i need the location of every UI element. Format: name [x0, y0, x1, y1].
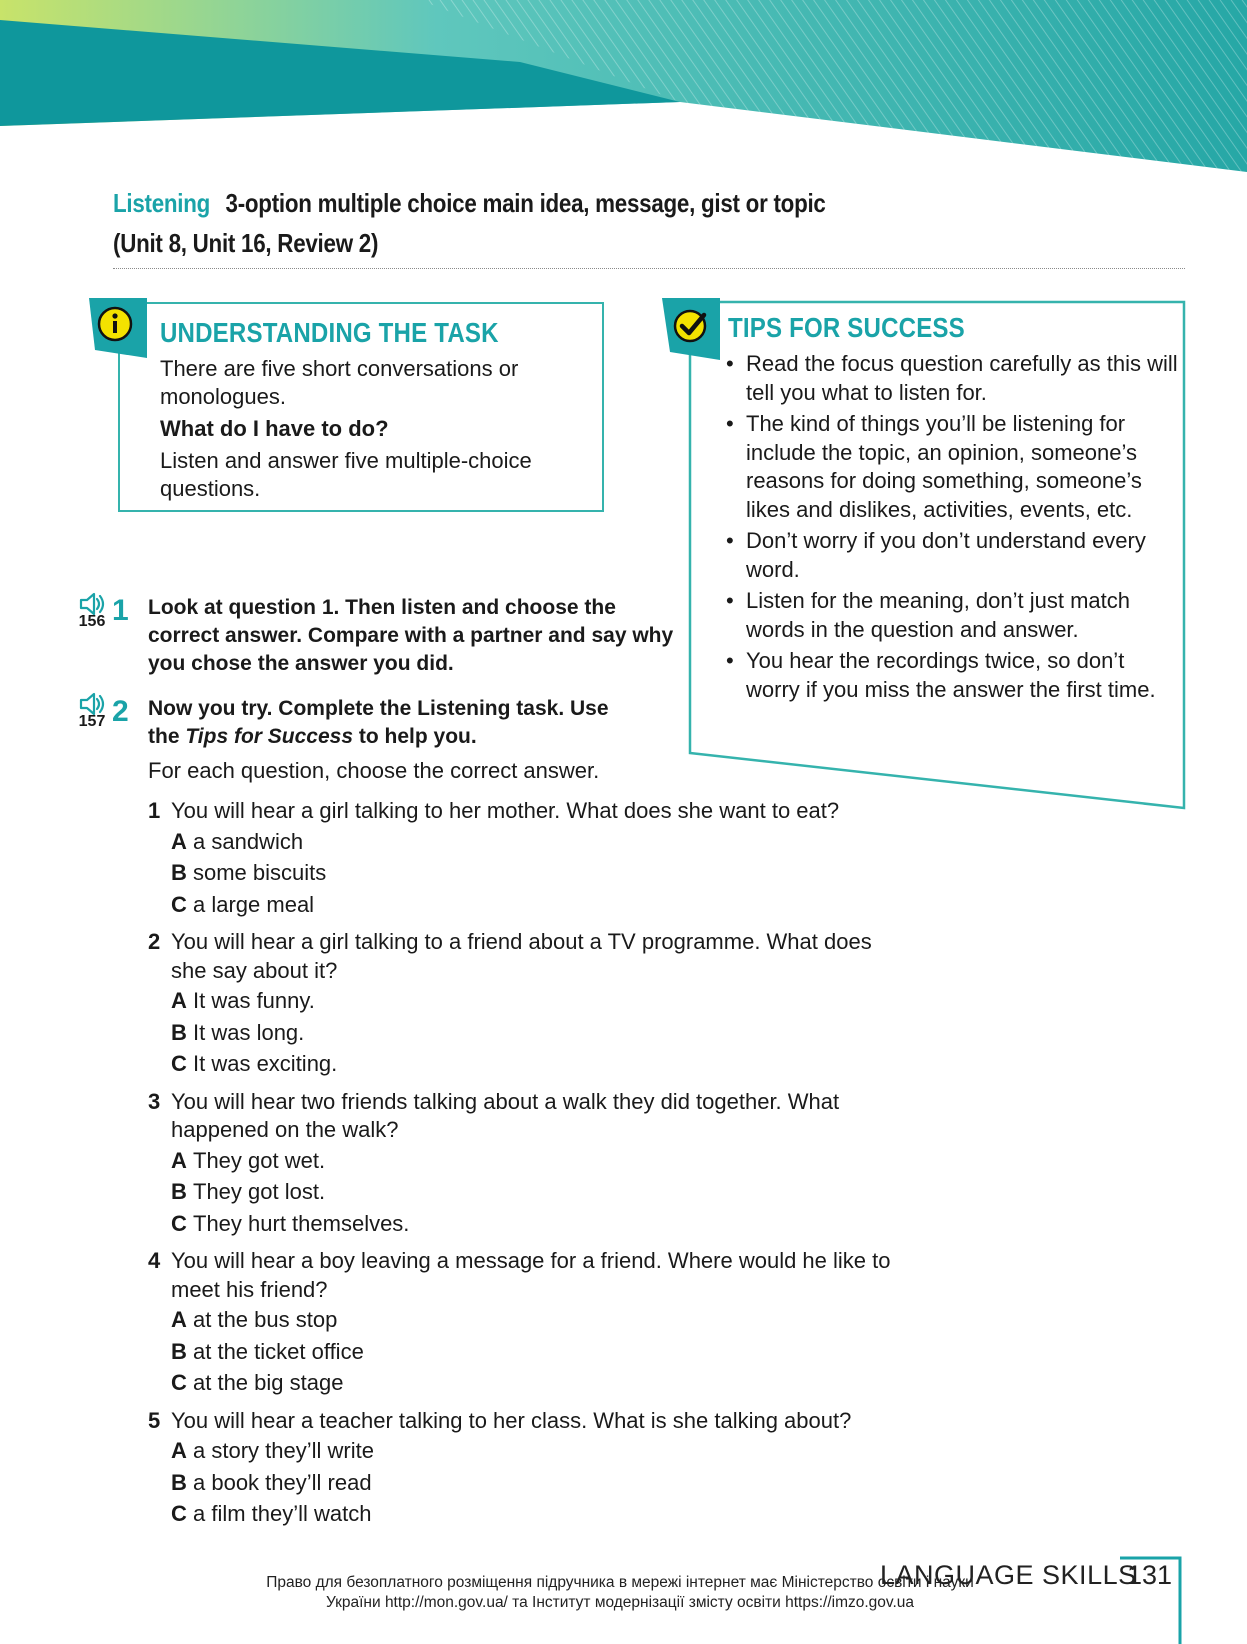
- answer-option[interactable]: [148, 1367, 908, 1399]
- footer-section-label: LANGUAGE SKILLS: [880, 1560, 1137, 1590]
- page-number: 131: [1127, 1560, 1173, 1590]
- question-stem: You will hear a boy leaving a message for a friend. Where would he like to meet his friend?: [171, 1248, 891, 1302]
- page-heading: [113, 183, 1033, 263]
- tip-item: • Don’t worry if you don’t understand every word.: [726, 527, 1181, 584]
- heading-divider: [113, 268, 1185, 269]
- option-text: a large meal: [193, 891, 315, 917]
- option-text: It was exciting.: [193, 1051, 338, 1076]
- question-item: [148, 1088, 908, 1240]
- option-letter: C: [171, 891, 187, 917]
- answer-option[interactable]: [148, 1208, 908, 1240]
- answer-option[interactable]: [148, 1467, 908, 1499]
- exercise-number: 1: [112, 594, 129, 627]
- header-banner: [0, 0, 1247, 175]
- question-item: [148, 1247, 908, 1399]
- exercise-2-italic: Tips for Success: [185, 725, 354, 748]
- tip-item: • Read the focus question carefully as this will tell you what to listen for.: [726, 350, 1181, 407]
- understanding-intro: There are five short conversations or monologues.: [160, 356, 519, 409]
- option-letter: C: [171, 1501, 187, 1526]
- exercise-1-instruction: Look at question 1. Then listen and choose the correct answer. Compare with a partner and say why you chose the answer you did.: [148, 596, 674, 675]
- answer-option[interactable]: [148, 1176, 908, 1208]
- section-label-listening: Listening: [113, 188, 211, 218]
- option-letter: B: [171, 1338, 187, 1364]
- question-item: [148, 797, 908, 920]
- question-stem: You will hear two friends talking about a walk they did together. What happened on the walk?: [171, 1088, 840, 1142]
- option-text: a book they’ll read: [193, 1469, 372, 1495]
- understanding-task-title: UNDERSTANDING THE TASK: [160, 317, 499, 348]
- question-stem: You will hear a girl talking to a friend about a TV programme. What does she say about it?: [171, 929, 872, 983]
- answer-option[interactable]: [148, 1017, 908, 1049]
- info-icon: [89, 298, 147, 358]
- tips-list: [726, 350, 1181, 707]
- answer-option[interactable]: [148, 826, 908, 858]
- tips-title: TIPS FOR SUCCESS: [728, 312, 965, 343]
- option-text: They hurt themselves.: [193, 1210, 410, 1236]
- heading-title: 3-option multiple choice main idea, message, gist or topic: [225, 188, 826, 218]
- question-stem: You will hear a girl talking to her mother. What does she want to eat?: [171, 798, 840, 823]
- question-number: 3: [148, 1088, 161, 1114]
- option-text: at the bus stop: [193, 1307, 338, 1332]
- answer-option[interactable]: [148, 857, 908, 889]
- question-number: 5: [148, 1407, 161, 1433]
- option-text: They got lost.: [193, 1179, 326, 1204]
- question-number: 4: [148, 1248, 161, 1273]
- answer-option[interactable]: [148, 1336, 908, 1368]
- answer-option[interactable]: [148, 1304, 908, 1336]
- option-text: at the ticket office: [193, 1338, 364, 1364]
- answer-option[interactable]: [148, 889, 908, 921]
- answer-option[interactable]: [148, 985, 908, 1017]
- footer-note-line2: України http://mon.gov.ua/ та Інститут модернізації змісту освіти https://imzo.gov.ua: [325, 1594, 915, 1611]
- answer-option[interactable]: [148, 1048, 908, 1080]
- tip-item: • The kind of things you’ll be listening for include the topic, an opinion, someone’s reasons for doing something, someone’s likes and dislikes, activities, events, etc.: [726, 410, 1181, 524]
- option-letter: C: [171, 1051, 187, 1076]
- option-letter: A: [171, 1147, 187, 1173]
- question-number: 2: [148, 929, 161, 954]
- audio-track-number: 156: [78, 613, 106, 630]
- understanding-answer: Listen and answer five multiple-choice questions.: [160, 448, 532, 501]
- option-letter: B: [171, 1179, 187, 1204]
- option-letter: A: [171, 1438, 187, 1463]
- option-text: a film they’ll watch: [193, 1501, 372, 1526]
- option-letter: A: [171, 988, 187, 1013]
- option-text: a story they’ll write: [193, 1438, 374, 1463]
- answer-option[interactable]: [148, 1435, 908, 1467]
- tip-item: • You hear the recordings twice, so don’t worry if you miss the answer the first time.: [726, 647, 1181, 704]
- question-list: [148, 797, 908, 1538]
- question-stem: You will hear a teacher talking to her class. What is she talking about?: [171, 1407, 852, 1433]
- exercise-2-text-end: to help you.: [353, 725, 477, 748]
- option-letter: C: [171, 1370, 187, 1395]
- answer-option[interactable]: [148, 1498, 908, 1530]
- option-letter: B: [171, 1019, 187, 1045]
- option-letter: A: [171, 1307, 187, 1332]
- option-text: a sandwich: [193, 828, 304, 854]
- page-corner-decoration: [1120, 1556, 1247, 1644]
- option-letter: A: [171, 828, 187, 854]
- understanding-question: What do I have to do?: [160, 416, 389, 441]
- option-text: some biscuits: [193, 860, 327, 885]
- question-number: 1: [148, 798, 161, 823]
- audio-track-number: 157: [78, 713, 106, 730]
- option-letter: B: [171, 1469, 187, 1495]
- tip-item: • Listen for the meaning, don’t just match words in the question and answer.: [726, 587, 1181, 644]
- exercise-2-text: Now you try. Complete the Listening task. Use the: [148, 697, 609, 748]
- understanding-task-body: [160, 355, 580, 507]
- footer-copyright-note: [240, 1573, 1000, 1613]
- option-letter: C: [171, 1210, 187, 1236]
- heading-subtitle: (Unit 8, Unit 16, Review 2): [113, 228, 379, 258]
- understanding-task-box: [118, 302, 604, 512]
- question-item: [148, 928, 908, 1080]
- footer-note-line1: Право для безоплатного розміщення підручника в мережі інтернет має Міністерство освіти і науки: [266, 1574, 974, 1591]
- answer-option[interactable]: [148, 1145, 908, 1177]
- question-item: [148, 1407, 908, 1530]
- option-text: It was funny.: [193, 988, 315, 1013]
- task-instruction: For each question, choose the correct answer.: [148, 758, 600, 783]
- exercise-number: 2: [112, 695, 129, 728]
- option-text: They got wet.: [193, 1147, 326, 1173]
- option-text: at the big stage: [193, 1370, 344, 1395]
- exercise-2-instruction: [148, 695, 618, 751]
- option-letter: B: [171, 860, 187, 885]
- option-text: It was long.: [193, 1019, 305, 1045]
